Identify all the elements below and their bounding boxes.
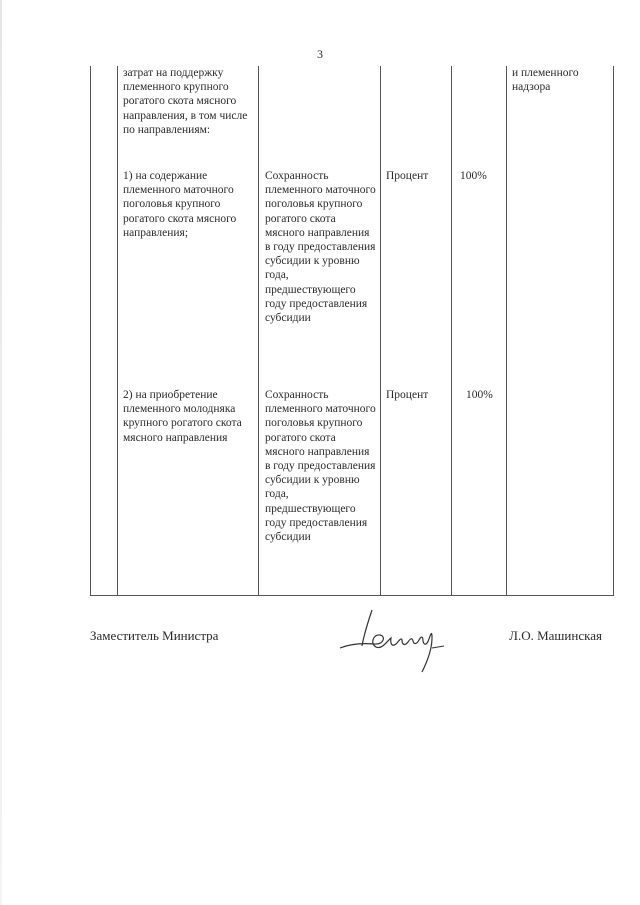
table-cell-indicator [259, 66, 381, 169]
table-row [91, 169, 614, 388]
scan-edge [0, 0, 2, 905]
indicator-text: Сохранность племенного маточного поголовья крупного рогатого скота мясного направления в году предоставления субсидии к уровню года, предшествующего году предоставления субсидии [265, 170, 376, 325]
page-number: 3 [317, 47, 323, 61]
table-cell-indicator [259, 169, 381, 388]
table-cell-value [452, 388, 507, 596]
table-cell-indicator [259, 388, 381, 596]
table-cell-purpose [118, 66, 259, 169]
purpose-text: затрат на поддержку племенного крупного рогатого скота мясного направления, в том числе по направлениям: [123, 67, 248, 136]
unit-text: Процент [386, 170, 429, 182]
table-cell-responsible [507, 388, 614, 596]
table-cell-responsible [507, 66, 614, 169]
purpose-text: 1) на содержание племенного маточного поголовья крупного рогатого скота мясного направления; [123, 170, 237, 239]
responsible-text: и племенного надзора [512, 67, 579, 94]
table-cell-unit [381, 66, 452, 169]
signer-name: Л.О. Машинская [509, 628, 602, 643]
table-row [91, 388, 614, 596]
table-cell-responsible [507, 169, 614, 388]
indicator-text: Сохранность племенного маточного поголовья крупного рогатого скота мясного направления в году предоставления субсидии к уровню года, предшествующего году предоставления субсидии [265, 389, 376, 544]
table-row [91, 66, 614, 169]
value-text: 100% [466, 389, 493, 401]
value-text: 100% [460, 170, 487, 182]
unit-text: Процент [386, 389, 429, 401]
purpose-text: 2) на приобретение племенного молодняка крупного рогатого скота мясного направления [123, 389, 242, 444]
table-cell-purpose [118, 388, 259, 596]
table-cell-unit [381, 388, 452, 596]
table-cell-value [452, 66, 507, 169]
table-cell-number [91, 169, 118, 388]
table-cell-purpose [118, 169, 259, 388]
table-cell-number [91, 66, 118, 169]
handwritten-signature [328, 600, 458, 680]
table-cell-value [452, 169, 507, 388]
signer-title: Заместитель Министра [90, 628, 219, 643]
table-cell-number [91, 388, 118, 596]
table-cell-unit [381, 169, 452, 388]
subsidy-indicators-table [90, 66, 614, 596]
